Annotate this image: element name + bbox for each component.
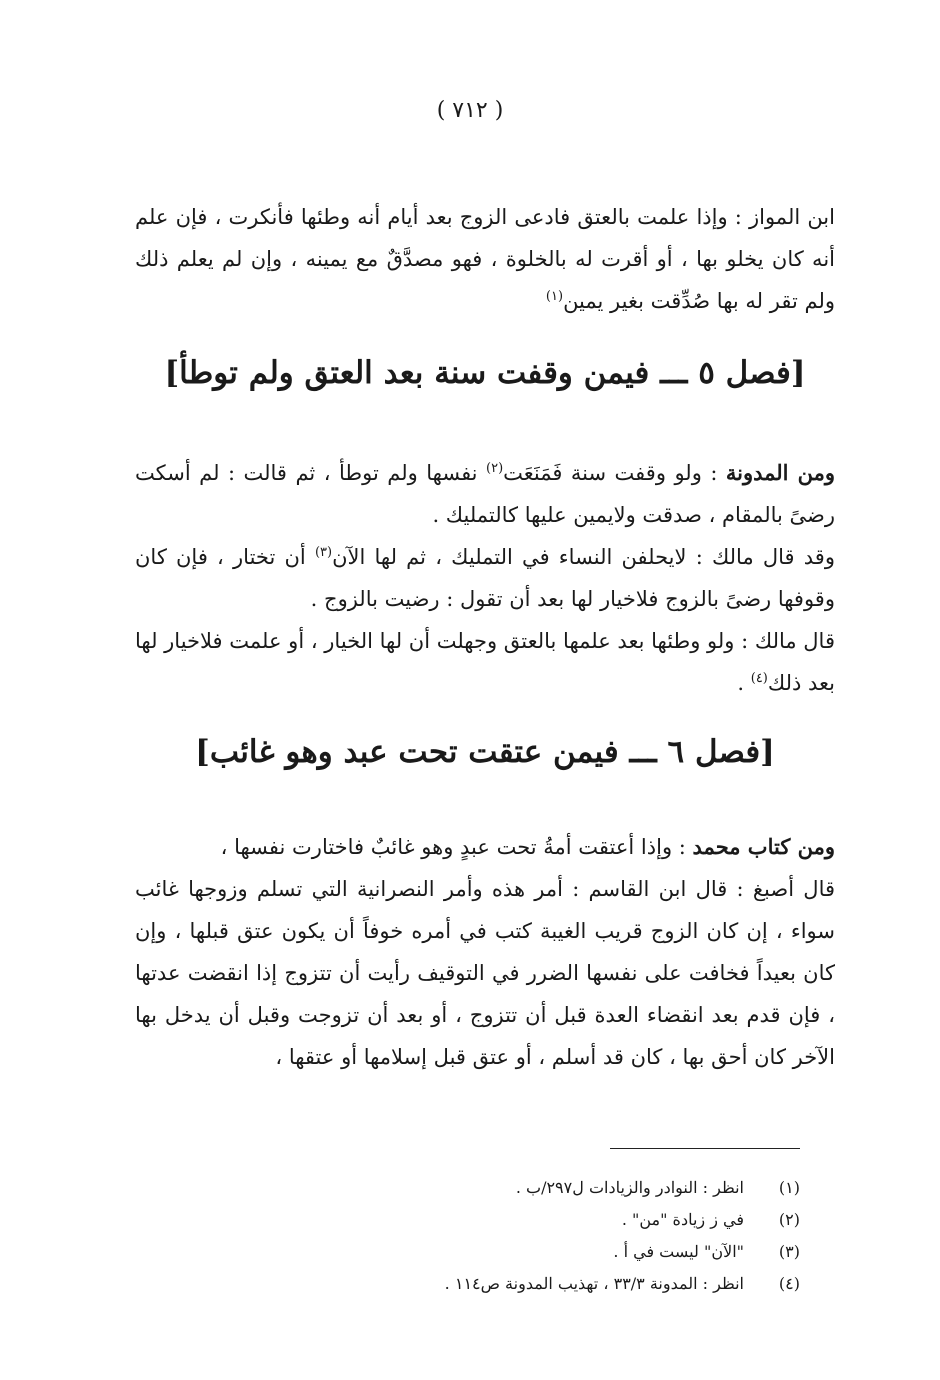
text-block-section-6 — [135, 826, 835, 1078]
footnote-ref: (٤) — [750, 671, 768, 686]
paragraph-text: قال مالك : ولو وطئها بعد علمها بالعتق وجهلت أن لها الخيار ، أو علمت فلاخيار لها بعد ذلك — [135, 629, 835, 695]
footnote-text: "الآن" ليست في أ . — [613, 1242, 744, 1261]
paragraph — [135, 536, 835, 620]
paragraph — [135, 196, 835, 322]
paragraph-tail: نفسها ولم توطأ ، ثم قالت : لم أسكت رضىً بالمقام ، صدقت ولايمين عليها كالتمليك . — [135, 461, 835, 527]
paragraph-tail: أن تختار ، فإن كان وقوفها رضىً بالزوج فلاخيار لها بعد أن تقول : رضيت بالزوج . — [135, 545, 835, 611]
footnote-number: (٢) — [778, 1210, 800, 1229]
paragraph — [135, 620, 835, 704]
paragraph-text: وقد قال مالك : لايحلفن النساء في التمليك ، ثم لها الآن — [332, 545, 835, 569]
footnote-ref: (٣) — [314, 545, 333, 560]
paragraph-tail: . — [737, 671, 751, 695]
section-heading-5: [فصل ٥ ـــ فيمن وقفت سنة بعد العتق ولم توطأ] — [164, 355, 806, 391]
footnote-number: (٣) — [778, 1242, 800, 1261]
text-block-section-5 — [135, 452, 835, 704]
paragraph — [135, 868, 835, 1078]
footnote-ref: (٢) — [486, 461, 504, 476]
footnote — [240, 1204, 800, 1236]
paragraph-text: : وإذا أعتقت أمةُ تحت عبدٍ وهو غائبٌ فاختارت نفسها ، — [220, 835, 693, 859]
paragraph-text: قال أصبغ : قال ابن القاسم : أمر هذه وأمر النصرانية التي تسلم وزوجها غائب سواء ، إن كان الزوج قريب الغيبة كتب في أمره خوفاً أن يكون عتق قبلها ، وإن كان بعيداً فخافت على نفسها الضرر في التوقيف رأيت أن تتزوج إذا انقضت عدتها ، فإن قدم بعد انقضاء العدة قبل أن تتزوج ، أو بعد أن تزوجت وقبل أن يدخل بها الآخر كان أحق بها ، كان قد أسلم ، أو عتق قبل إسلامها أو عتقها ، — [135, 877, 835, 1069]
footnote-text: انظر : المدونة ٣٣/٣ ، تهذيب المدونة ص١١٤ . — [444, 1274, 744, 1293]
footnote-number: (٤) — [778, 1274, 800, 1293]
paragraph — [135, 826, 835, 868]
section-heading-6: [فصل ٦ ـــ فيمن عتقت تحت عبد وهو غائب] — [195, 734, 775, 770]
footnote-text: في ز زيادة "من" . — [621, 1210, 744, 1229]
paragraph-lead: ومن المدونة — [725, 460, 835, 485]
page-number: ( ٧١٢ ) — [436, 98, 504, 123]
paragraph-lead: ومن كتاب محمد — [692, 834, 835, 859]
paragraph-text: : ولو وقفت سنة فَمَنَعَت — [503, 461, 726, 485]
text-block-intro — [135, 196, 835, 322]
paragraph-text: ابن المواز : وإذا علمت بالعتق فادعى الزوج بعد أيام أنه وطئها فأنكرت ، فإن علم أنه كان يخلو بها ، أو أقرت له بالخلوة ، فهو مصدَّقٌ مع يمينه ، وإن لم يعلم ذلك ولم تقر له بها صُدِّقت بغير يمين — [135, 205, 835, 313]
footnote-text: انظر : النوادر والزيادات ل٢٩٧/ب . — [515, 1178, 744, 1197]
footnote — [240, 1236, 800, 1268]
footnote-separator — [610, 1148, 800, 1149]
paragraph — [135, 452, 835, 536]
footnotes — [240, 1172, 800, 1300]
footnote-number: (١) — [778, 1178, 800, 1197]
footnote-ref: (١) — [545, 289, 564, 304]
footnote — [240, 1172, 800, 1204]
footnote — [240, 1268, 800, 1300]
